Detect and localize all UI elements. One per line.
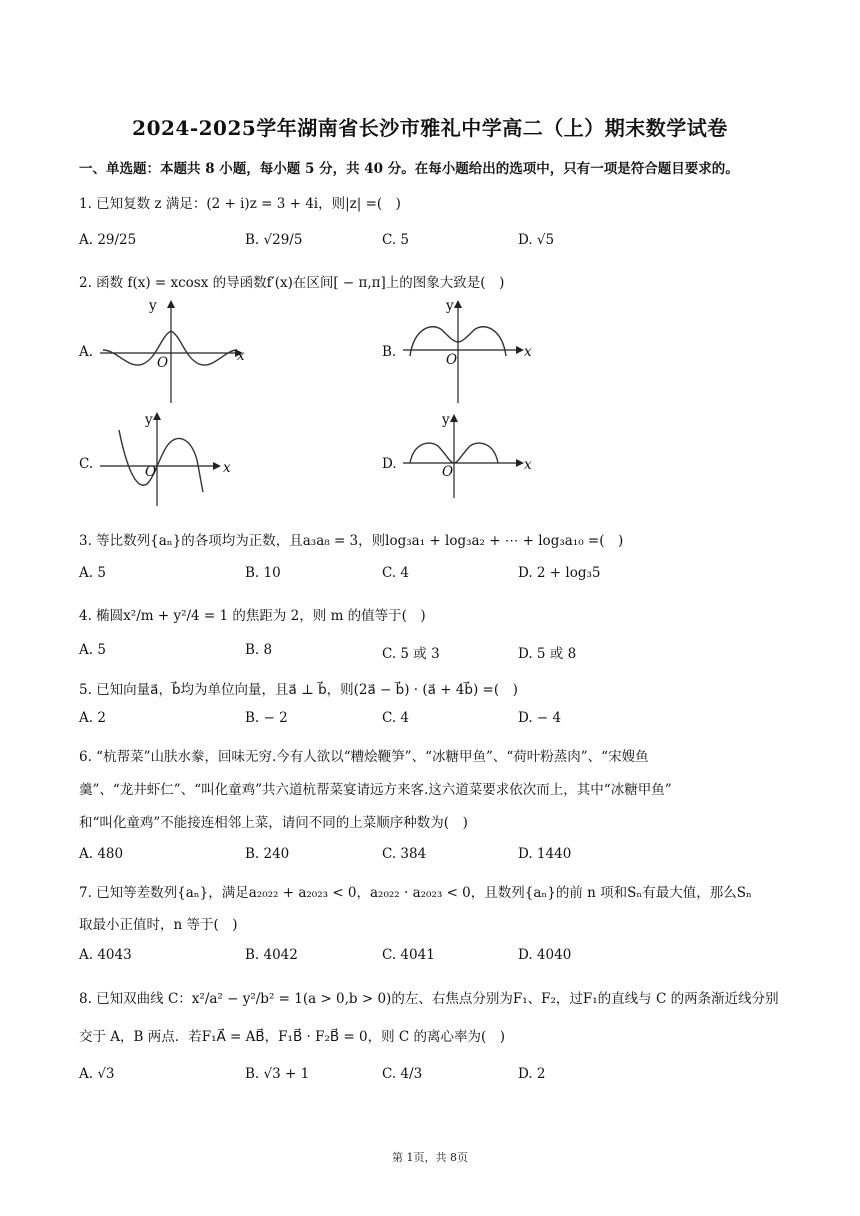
q1-option-b: B. √29/5 [245,232,303,248]
section-heading: 一、单选题：本题共 8 小题，每小题 5 分，共 40 分。在每小题给出的选项中，只有一项是符合题目要求的。 [79,161,739,177]
q7-option-c: C. 4041 [382,947,435,963]
q8-option-b: B. √3 + 1 [245,1066,310,1082]
page-footer: 第 1页，共 8页 [392,1151,468,1164]
q3-option-c: C. 4 [382,565,410,581]
q6-option-c: C. 384 [382,846,427,862]
q8-option-d: D. 2 [518,1066,546,1082]
q2-option-b: B. [382,344,397,360]
graph-a-origin-label: O [157,355,169,371]
q8-option-c: C. 4/3 [382,1066,423,1082]
graph-a-y-label: y [149,298,157,314]
q5-option-c: C. 4 [382,710,410,726]
question-5-stem: 5. 已知向量a⃗，b⃗均为单位向量，且a⃗ ⊥ b⃗，则(2a⃗ − b⃗) · (a⃗ + 4b⃗) =( ) [79,682,518,698]
q7-option-a: A. 4043 [79,947,132,963]
q1-option-d: D. √5 [518,232,555,248]
question-3-stem: 3. 等比数列{aₙ}的各项均为正数，且a₃a₈ = 3，则log₃a₁ + log₃a₂ + ⋯ + log₃a₁₀ =( ) [79,533,624,549]
q4-option-c: C. 5 或 3 [382,646,440,662]
q3-option-b: B. 10 [245,565,281,581]
q6-option-d: D. 1440 [518,846,572,862]
question-2-stem: 2. 函数 f(x) = xcosx 的导函数f′(x)在区间[ − π,π]上的图象大致是( ) [79,275,505,291]
q7-option-d: D. 4040 [518,947,572,963]
question-1-stem: 1. 已知复数 z 满足：(2 + i)z = 3 + 4i，则|z| =( ) [79,196,401,212]
question-8-stem-line-2: 交于 A，B 两点．若F₁A⃗ = AB⃗，F₁B⃗ · F₂B⃗ = 0，则 C 的离心率为( ) [79,1029,506,1045]
q3-option-a: A. 5 [79,565,106,581]
question-6-stem-line-2: 羹”、“龙井虾仁”、“叫化童鸡”共六道杭帮菜宴请远方来客.这六道菜要求依次而上，其中“冰糖甲鱼” [79,782,672,798]
q2-graph-b [398,298,538,408]
q6-option-a: A. 480 [79,846,124,862]
graph-c-origin-label: O [145,464,157,480]
question-7-stem-line-1: 7. 已知等差数列{aₙ}，满足a₂₀₂₂ + a₂₀₂₃ < 0，a₂₀₂₂ · a₂₀₂₃ < 0，且数列{aₙ}的前 n 项和Sₙ有最大值，那么Sₙ [79,885,752,901]
q8-option-a: A. √3 [79,1066,115,1082]
q7-option-b: B. 4042 [245,947,298,963]
q2-option-c: C. [79,456,94,472]
q5-option-b: B. − 2 [245,710,288,726]
q3-option-d: D. 2 + log₃5 [518,565,601,581]
q1-option-c: C. 5 [382,232,410,248]
q4-option-a: A. 5 [79,642,106,658]
q2-graph-a [95,298,255,408]
question-7-stem-line-2: 取最小正值时，n 等于( ) [79,917,238,933]
graph-a-x-label: x [237,348,245,364]
q4-option-d: D. 5 或 8 [518,646,577,662]
graph-b-x-label: x [524,344,532,360]
question-6-stem-line-3: 和“叫化童鸡”不能接连相邻上菜，请问不同的上菜顺序种数为( ) [79,815,468,831]
q1-option-a: A. 29/25 [79,232,137,248]
q6-option-b: B. 240 [245,846,290,862]
q2-graph-c [95,410,235,510]
graph-d-x-label: x [524,457,532,473]
graph-b-origin-label: O [446,352,458,368]
q2-graph-d [398,412,538,502]
graph-c-y-label: y [145,412,153,428]
graph-d-y-label: y [442,412,450,428]
question-8-stem-line-1: 8. 已知双曲线 C：x²/a² − y²/b² = 1(a > 0,b > 0)的左、右焦点分别为F₁、F₂，过F₁的直线与 C 的两条渐近线分别 [79,991,779,1007]
q2-option-d: D. [382,456,397,472]
q2-option-a: A. [79,344,94,360]
q5-option-d: D. − 4 [518,710,562,726]
page-title: 2024-2025学年湖南省长沙市雅礼中学高二（上）期末数学试卷 [132,116,728,140]
graph-c-x-label: x [223,460,231,476]
q5-option-a: A. 2 [79,710,106,726]
question-4-stem: 4. 椭圆x²/m + y²/4 = 1 的焦距为 2，则 m 的值等于( ) [79,608,426,624]
question-6-stem-line-1: 6. “杭帮菜”山肤水豢，回味无穷.今有人欲以“糟烩鞭笋”、“冰糖甲鱼”、“荷叶粉蒸肉”、“宋嫂鱼 [79,749,649,765]
graph-b-y-label: y [446,298,454,314]
graph-d-origin-label: O [442,464,454,480]
q4-option-b: B. 8 [245,642,273,658]
